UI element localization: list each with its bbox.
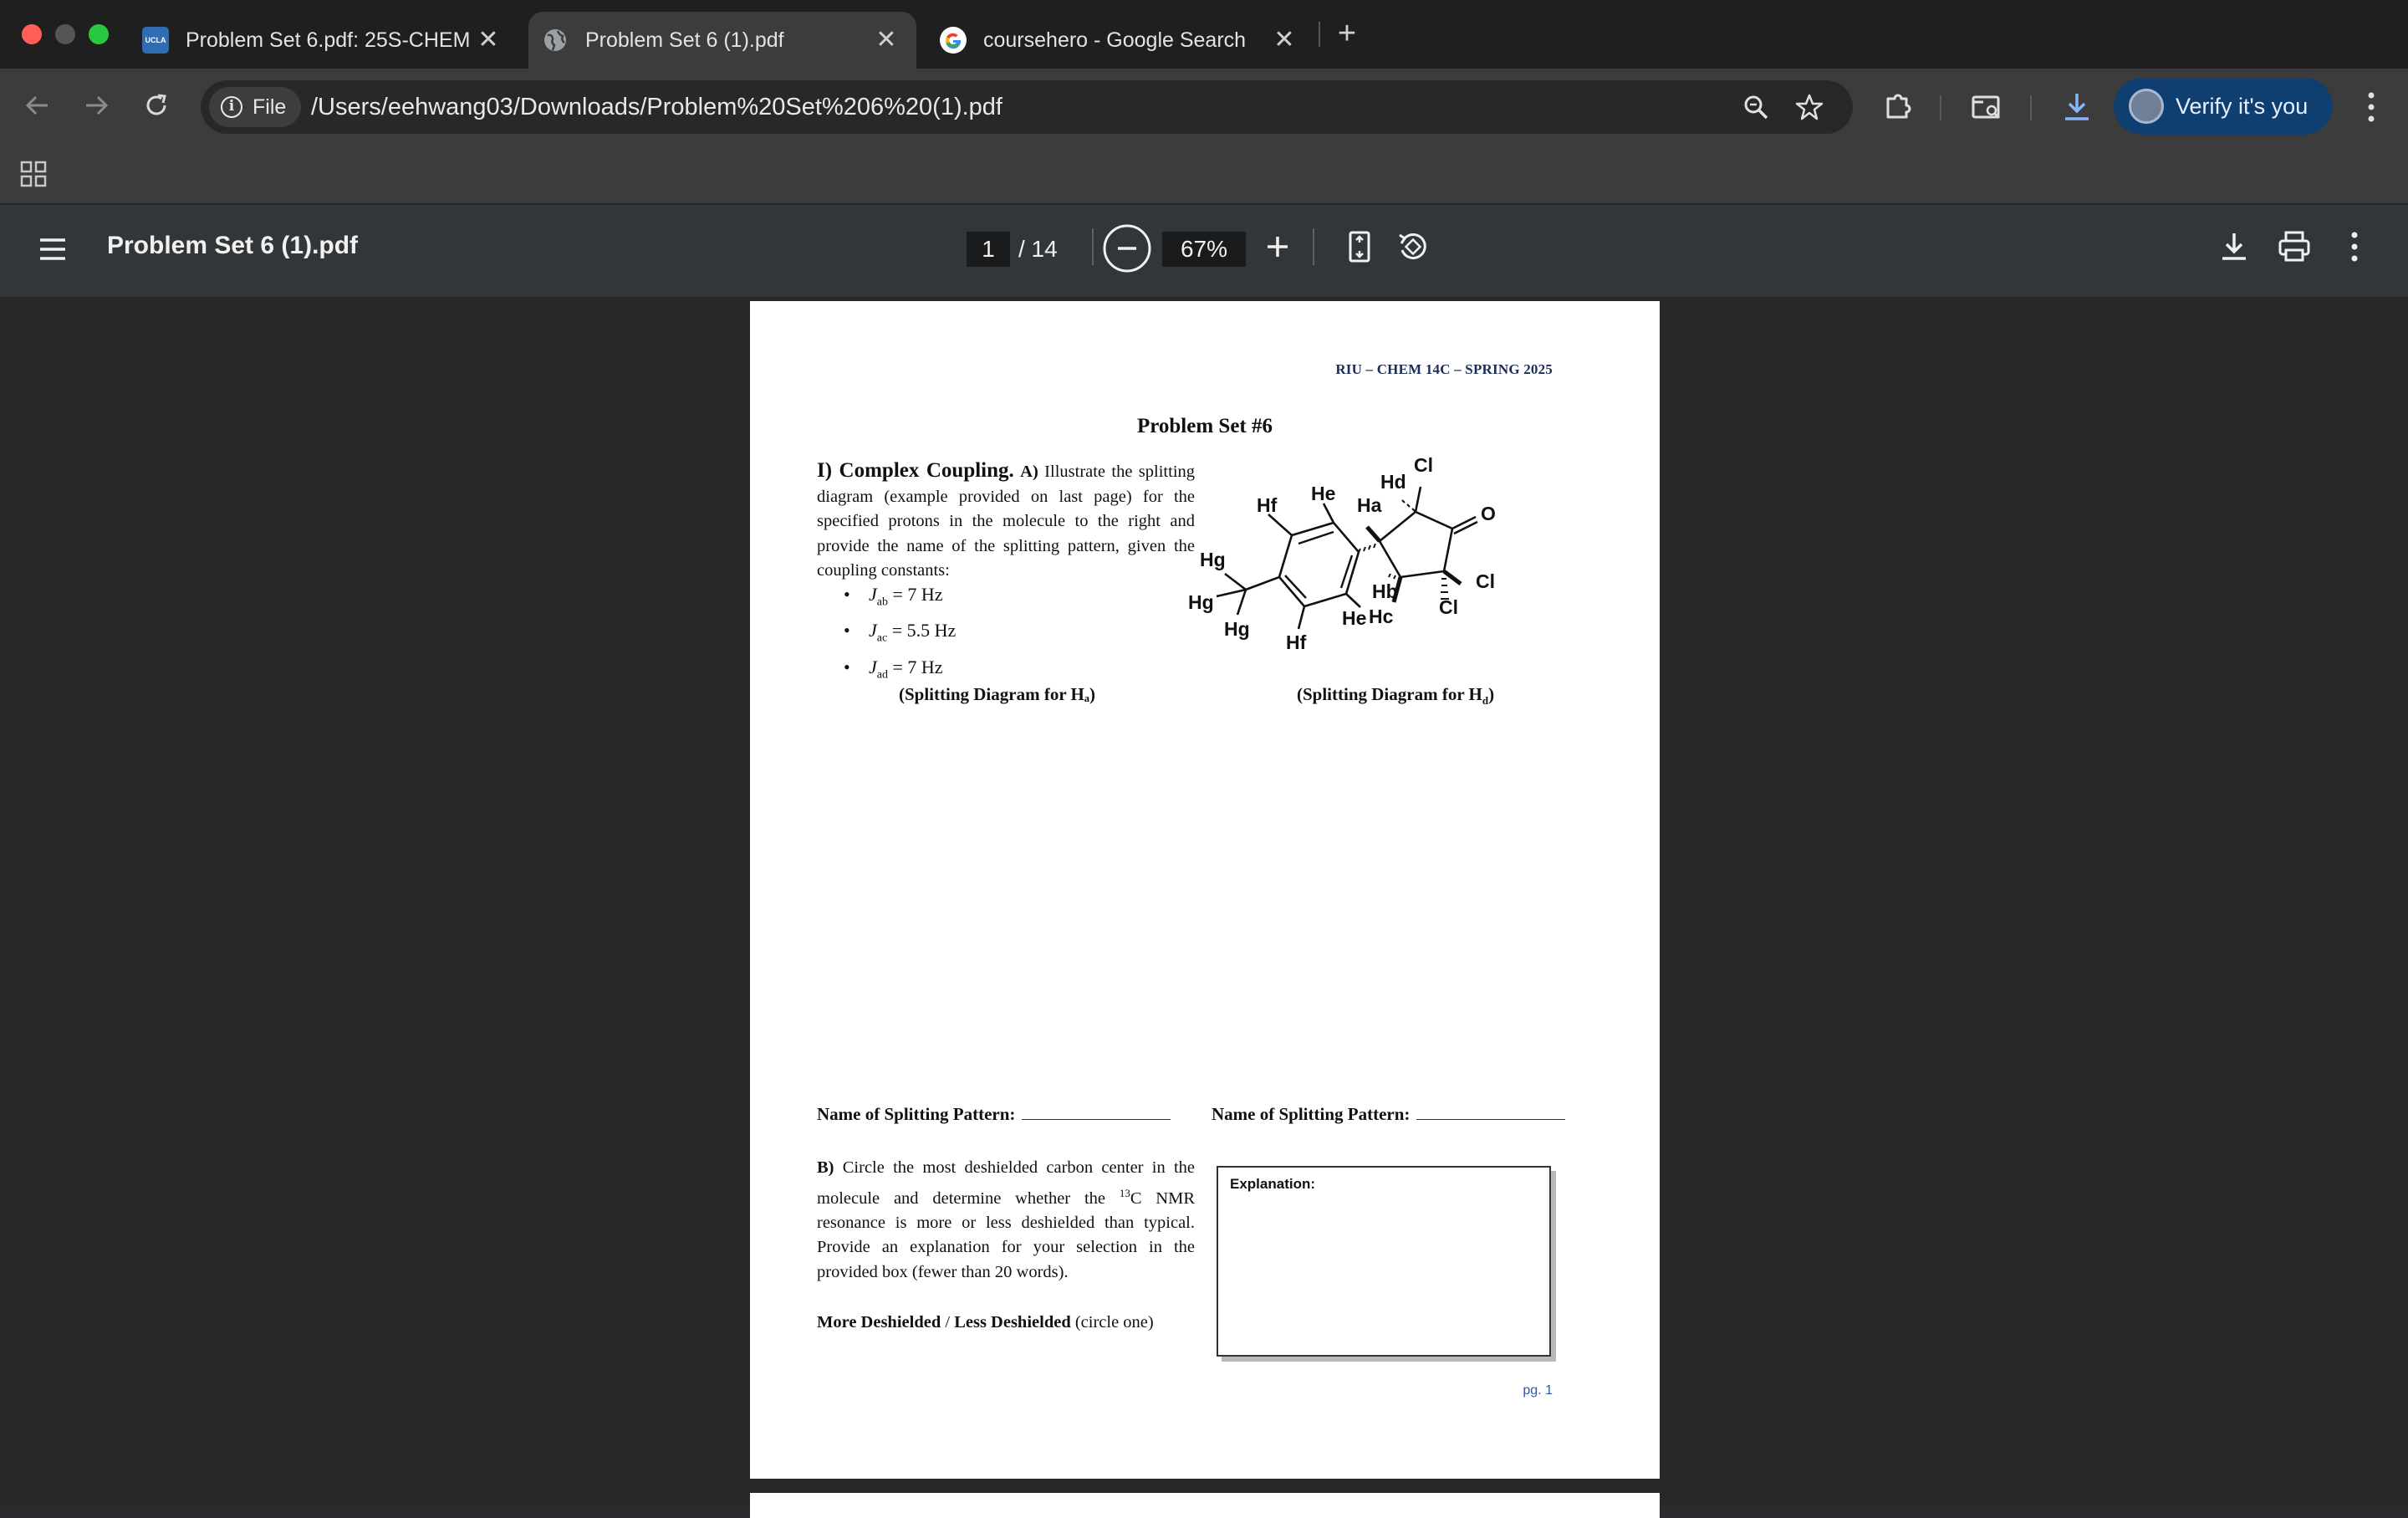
- document-title: Problem Set #6: [1136, 415, 1273, 437]
- page-number-input[interactable]: 1: [967, 232, 1010, 267]
- bookmarks-bar: [0, 146, 2408, 204]
- splitting-diagram-ha-caption: (Splitting Diagram for Hₐ): [899, 684, 1095, 704]
- window-close-button[interactable]: [22, 24, 42, 44]
- part-a-text: Illustrate the splitting diagram (example provided on last page) for the specified protons in the molecule to the right and provide the name of the splitting pattern, given the coupling constants:: [817, 463, 1196, 580]
- tab-close-icon[interactable]: ✕: [1273, 26, 1295, 54]
- pdf-page-2: [750, 1493, 1660, 1518]
- label-cl-top: Cl: [1414, 454, 1433, 476]
- page-total: / 14: [1018, 236, 1058, 262]
- browser-toolbar: [0, 69, 2408, 146]
- label-hb: Hb: [1372, 580, 1398, 602]
- address-bar[interactable]: [201, 80, 1853, 134]
- forward-button[interactable]: [77, 89, 115, 127]
- coupling-ab: • $J_{ab} = 7$ Hz: [844, 580, 956, 616]
- label-he-top: He: [1311, 483, 1336, 504]
- print-icon[interactable]: [2276, 228, 2313, 265]
- label-he-bottom: He: [1342, 607, 1367, 629]
- tab-search-icon[interactable]: [1970, 90, 2003, 124]
- ucla-favicon-icon: UCLA: [142, 27, 169, 54]
- label-hc: Hc: [1369, 606, 1394, 627]
- info-icon: i: [221, 96, 242, 118]
- tab-close-icon[interactable]: ✕: [875, 26, 897, 54]
- answer-blank-line: [1022, 1119, 1171, 1120]
- google-icon: [940, 27, 967, 54]
- splitting-diagram-hd-caption: (Splitting Diagram for $H_d$): [1297, 684, 1495, 708]
- label-hg-1: Hg: [1200, 549, 1226, 570]
- pdf-download-icon[interactable]: [2216, 228, 2252, 265]
- back-arrow-icon: [21, 89, 54, 122]
- coupling-ac: • $J_{ac} = 5.5$ Hz: [844, 616, 956, 652]
- tab-separator: [1319, 22, 1320, 47]
- coupling-constants-list: [844, 580, 956, 689]
- toolbar-separator: [2030, 95, 2032, 120]
- tab-close-icon[interactable]: ✕: [477, 26, 499, 54]
- reload-button[interactable]: [137, 89, 176, 127]
- tab-title: Problem Set 6 (1).pdf: [585, 28, 784, 52]
- back-button[interactable]: [18, 89, 57, 127]
- answer-blank-line: [1416, 1119, 1565, 1120]
- name-splitting-pattern-ha: Name of Splitting Pattern:: [817, 1104, 1171, 1125]
- globe-icon: [542, 27, 569, 54]
- reload-icon: [140, 89, 173, 122]
- apps-grid-icon[interactable]: [20, 161, 47, 187]
- label-hg-2: Hg: [1188, 591, 1214, 613]
- pdf-more-options-icon[interactable]: [2336, 228, 2373, 265]
- label-ha: Ha: [1357, 494, 1382, 516]
- zoom-out-button[interactable]: [1102, 223, 1152, 273]
- label-o: O: [1481, 503, 1496, 524]
- name-splitting-pattern-hd: Name of Splitting Pattern:: [1212, 1104, 1565, 1125]
- deshielded-choice: More Deshielded / Less Deshielded (circle one): [817, 1313, 1154, 1331]
- browser-menu-kebab-icon[interactable]: [2366, 90, 2376, 124]
- label-hg-3: Hg: [1224, 618, 1250, 640]
- site-info-label: File: [253, 95, 287, 119]
- pdf-viewer[interactable]: [0, 297, 2408, 1505]
- downloads-icon[interactable]: [2060, 90, 2094, 124]
- forward-arrow-icon: [79, 89, 113, 122]
- part-a-question: [817, 458, 1195, 584]
- hamburger-menu-icon[interactable]: [38, 237, 67, 262]
- new-tab-button[interactable]: +: [1337, 16, 1357, 51]
- pdf-page-1: [750, 301, 1660, 1479]
- part-b-question: B) Circle the most deshielded carbon center in the molecule and determine whether the $^{13}$C NMR resonance is more or less deshielded than typical. Provide an explanation for your selection in the provided box (fewer than 20 words).: [817, 1158, 1195, 1281]
- tab-title: coursehero - Google Search: [983, 28, 1247, 52]
- pdf-toolbar-separator: [1313, 228, 1314, 265]
- toolbar-separator: [1940, 95, 1941, 120]
- label-hf-top: Hf: [1257, 494, 1278, 516]
- rotate-icon[interactable]: [1395, 228, 1431, 265]
- molecule-structure-diagram: [1188, 452, 1593, 669]
- fit-to-page-icon[interactable]: [1341, 228, 1378, 265]
- document-header: RIU – CHEM 14C – SPRING 2025: [1335, 361, 1553, 377]
- pdf-title: Problem Set 6 (1).pdf: [107, 232, 359, 259]
- pdf-toolbar: [0, 205, 2408, 297]
- tab-google-search[interactable]: [926, 12, 1314, 69]
- verify-its-you-button[interactable]: [2114, 78, 2333, 135]
- tab-problem-set-6[interactable]: [134, 12, 518, 69]
- window-minimize-button[interactable]: [55, 24, 75, 44]
- site-info-chip[interactable]: [209, 87, 301, 127]
- pdf-toolbar-separator: [1092, 228, 1094, 265]
- part-a-letter: A): [1020, 463, 1038, 481]
- explanation-label: Explanation:: [1230, 1176, 1316, 1192]
- coupling-ad: • $J_{ad} = 7$ Hz: [844, 653, 956, 689]
- label-hf-bottom: Hf: [1286, 631, 1307, 653]
- url-text[interactable]: /Users/eehwang03/Downloads/Problem%20Set%206%20(1).pdf: [311, 94, 1002, 120]
- label-cl-bottom: Cl: [1439, 596, 1458, 618]
- label-hd: Hd: [1380, 471, 1406, 493]
- zoom-in-button[interactable]: [1259, 228, 1296, 265]
- zoom-level-input[interactable]: 67%: [1162, 232, 1246, 267]
- tab-title: Problem Set 6.pdf: 25S-CHEM: [186, 28, 471, 52]
- profile-avatar-icon: [2129, 89, 2164, 124]
- explanation-box: [1217, 1166, 1551, 1357]
- tab-strip: [0, 0, 2408, 69]
- page-number-footer: pg. 1: [1523, 1383, 1553, 1398]
- bookmark-star-icon[interactable]: [1794, 92, 1824, 122]
- zoom-magnifier-icon[interactable]: [1741, 92, 1771, 122]
- extensions-puzzle-icon[interactable]: [1881, 90, 1915, 124]
- part-a-heading: I) Complex Coupling.: [817, 459, 1014, 482]
- window-zoom-button[interactable]: [89, 24, 109, 44]
- tab-problem-set-6-1[interactable]: [528, 12, 916, 69]
- verify-label: Verify it's you: [2176, 93, 2309, 119]
- label-cl-right: Cl: [1476, 570, 1495, 592]
